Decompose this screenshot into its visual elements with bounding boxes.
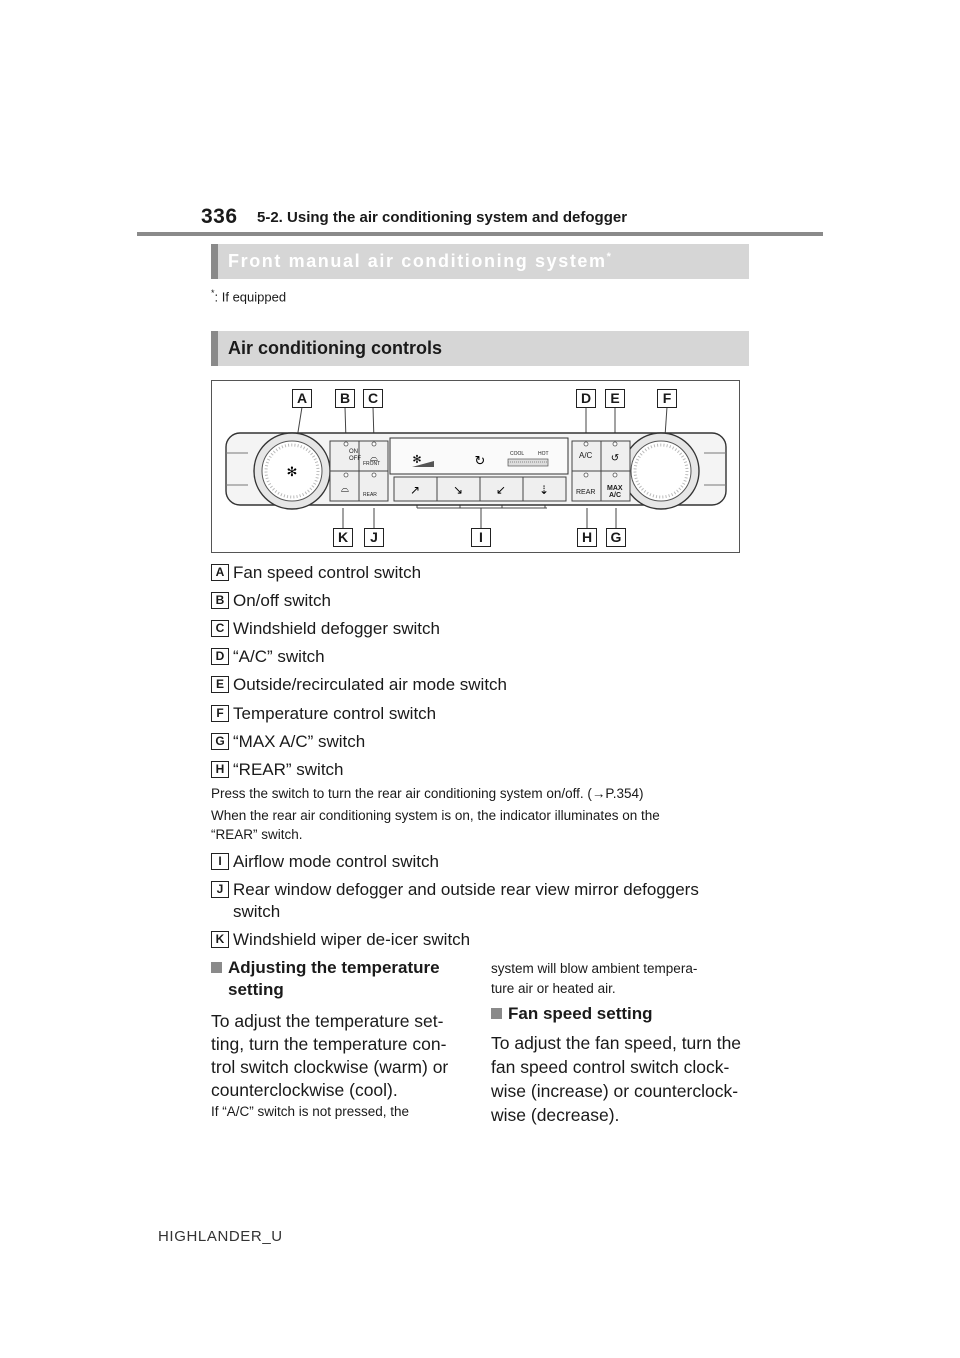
controls-section-title: Air conditioning controls [228, 338, 442, 358]
heading-line-2: setting [228, 980, 284, 999]
legend-letter: C [211, 620, 229, 637]
legend-letter: F [211, 705, 229, 722]
svg-text:⌓: ⌓ [370, 453, 378, 464]
section-bar-front-manual [211, 244, 749, 279]
label-ac: A/C [579, 451, 593, 460]
label-rear-defog: REAR [363, 492, 377, 498]
callout-b: B [335, 389, 355, 408]
rear-note-2a: When the rear air conditioning system is on, the indicator illuminates on the [211, 808, 660, 823]
legend-label: Temperature control switch [233, 704, 437, 723]
legend-letter: H [211, 761, 229, 778]
svg-text:✻: ✻ [286, 465, 298, 480]
page-number: 336 [201, 205, 238, 228]
legend-letter: E [211, 676, 229, 693]
callout-f: F [657, 389, 677, 408]
legend-label: “MAX A/C” switch [233, 732, 366, 751]
footer-model-code: HIGHLANDER_U [158, 1228, 283, 1245]
note-line: ture air or heated air. [491, 981, 616, 996]
callout-d: D [576, 389, 596, 408]
legend-label: Outside/recirculated air mode switch [233, 675, 508, 694]
label-off: OFF [349, 456, 361, 462]
legend-letter: G [211, 733, 229, 750]
legend-letter: I [211, 853, 229, 870]
footnote [211, 288, 286, 304]
rear-note-2b: “REAR” switch. [211, 827, 303, 842]
paragraph-line: counterclockwise (cool). [211, 1080, 398, 1100]
legend-letter: K [211, 931, 229, 948]
legend-letter: B [211, 592, 229, 609]
rear-note-1: Press the switch to turn the rear air conditioning system on/off. (→P.354) [211, 786, 644, 801]
heading-line-1: Adjusting the temperature [228, 958, 440, 977]
svg-text:⌓: ⌓ [341, 484, 349, 495]
bullet-square-icon [211, 962, 222, 973]
callout-a: A [292, 389, 312, 408]
callout-i: I [471, 528, 491, 547]
callout-k: K [333, 528, 353, 547]
note-line: If “A/C” switch is not pressed, the [211, 1104, 410, 1119]
front-section-title: Front manual air conditioning system [228, 251, 607, 271]
title-asterisk: * [606, 251, 613, 263]
footnote-asterisk: * [211, 288, 215, 298]
label-hot: HOT [538, 451, 549, 457]
label-front: FRONT [363, 461, 381, 467]
legend-label: On/off switch [233, 591, 331, 610]
svg-text:↗: ↗ [409, 483, 421, 497]
paragraph-line: wise (increase) or counterclock- [491, 1081, 739, 1101]
label-on: ON [349, 449, 358, 455]
callout-c: C [363, 389, 383, 408]
svg-text:↺: ↺ [610, 453, 620, 464]
legend-label: Airflow mode control switch [233, 852, 439, 871]
paragraph-line: fan speed control switch clock- [491, 1057, 730, 1077]
svg-text:⇣: ⇣ [538, 483, 550, 497]
note-line: system will blow ambient tempera- [491, 961, 698, 976]
callout-g: G [606, 528, 626, 547]
legend-letter: J [211, 881, 229, 898]
label-rear: REAR [576, 489, 596, 496]
header-rule [137, 232, 823, 236]
callout-e: E [605, 389, 625, 408]
legend-label-continued: switch [233, 902, 281, 921]
heading-adjust-temperature [211, 957, 471, 1003]
label-cool: COOL [510, 451, 525, 457]
section-bar-ac-controls [211, 331, 749, 366]
legend-letter: D [211, 648, 229, 665]
label-max: MAX [607, 485, 623, 492]
svg-text:↘: ↘ [452, 483, 464, 497]
label-max-ac: A/C [609, 492, 622, 499]
legend-label: Windshield defogger switch [233, 619, 440, 638]
svg-text:↻: ↻ [474, 454, 486, 469]
paragraph-line: To adjust the fan speed, turn the [491, 1033, 742, 1053]
legend-letter: A [211, 564, 229, 581]
section-title: 5-2. Using the air conditioning system and defogger [257, 209, 628, 226]
paragraph-line: To adjust the temperature set- [211, 1011, 444, 1031]
bullet-square-icon [491, 1008, 502, 1019]
footnote-text: : If equipped [214, 289, 287, 305]
paragraph-line: ting, turn the temperature con- [211, 1034, 447, 1054]
paragraph-line: wise (decrease). [491, 1105, 620, 1125]
control-panel-illustration [211, 380, 740, 553]
legend-label: Fan speed control switch [233, 563, 422, 582]
legend-label: Rear window defogger and outside rear view mirror defoggers [233, 880, 699, 899]
svg-text:✻: ✻ [412, 453, 422, 466]
svg-text:↙: ↙ [495, 483, 507, 497]
callout-j: J [364, 528, 384, 547]
callout-h: H [577, 528, 597, 547]
heading-line-1: Fan speed setting [508, 1004, 653, 1023]
legend-label: Windshield wiper de-icer switch [233, 930, 471, 949]
heading-fan-speed [491, 1003, 751, 1025]
paragraph-line: trol switch clockwise (warm) or [211, 1057, 449, 1077]
legend-label: “A/C” switch [233, 647, 325, 666]
legend-label: “REAR” switch [233, 760, 344, 779]
